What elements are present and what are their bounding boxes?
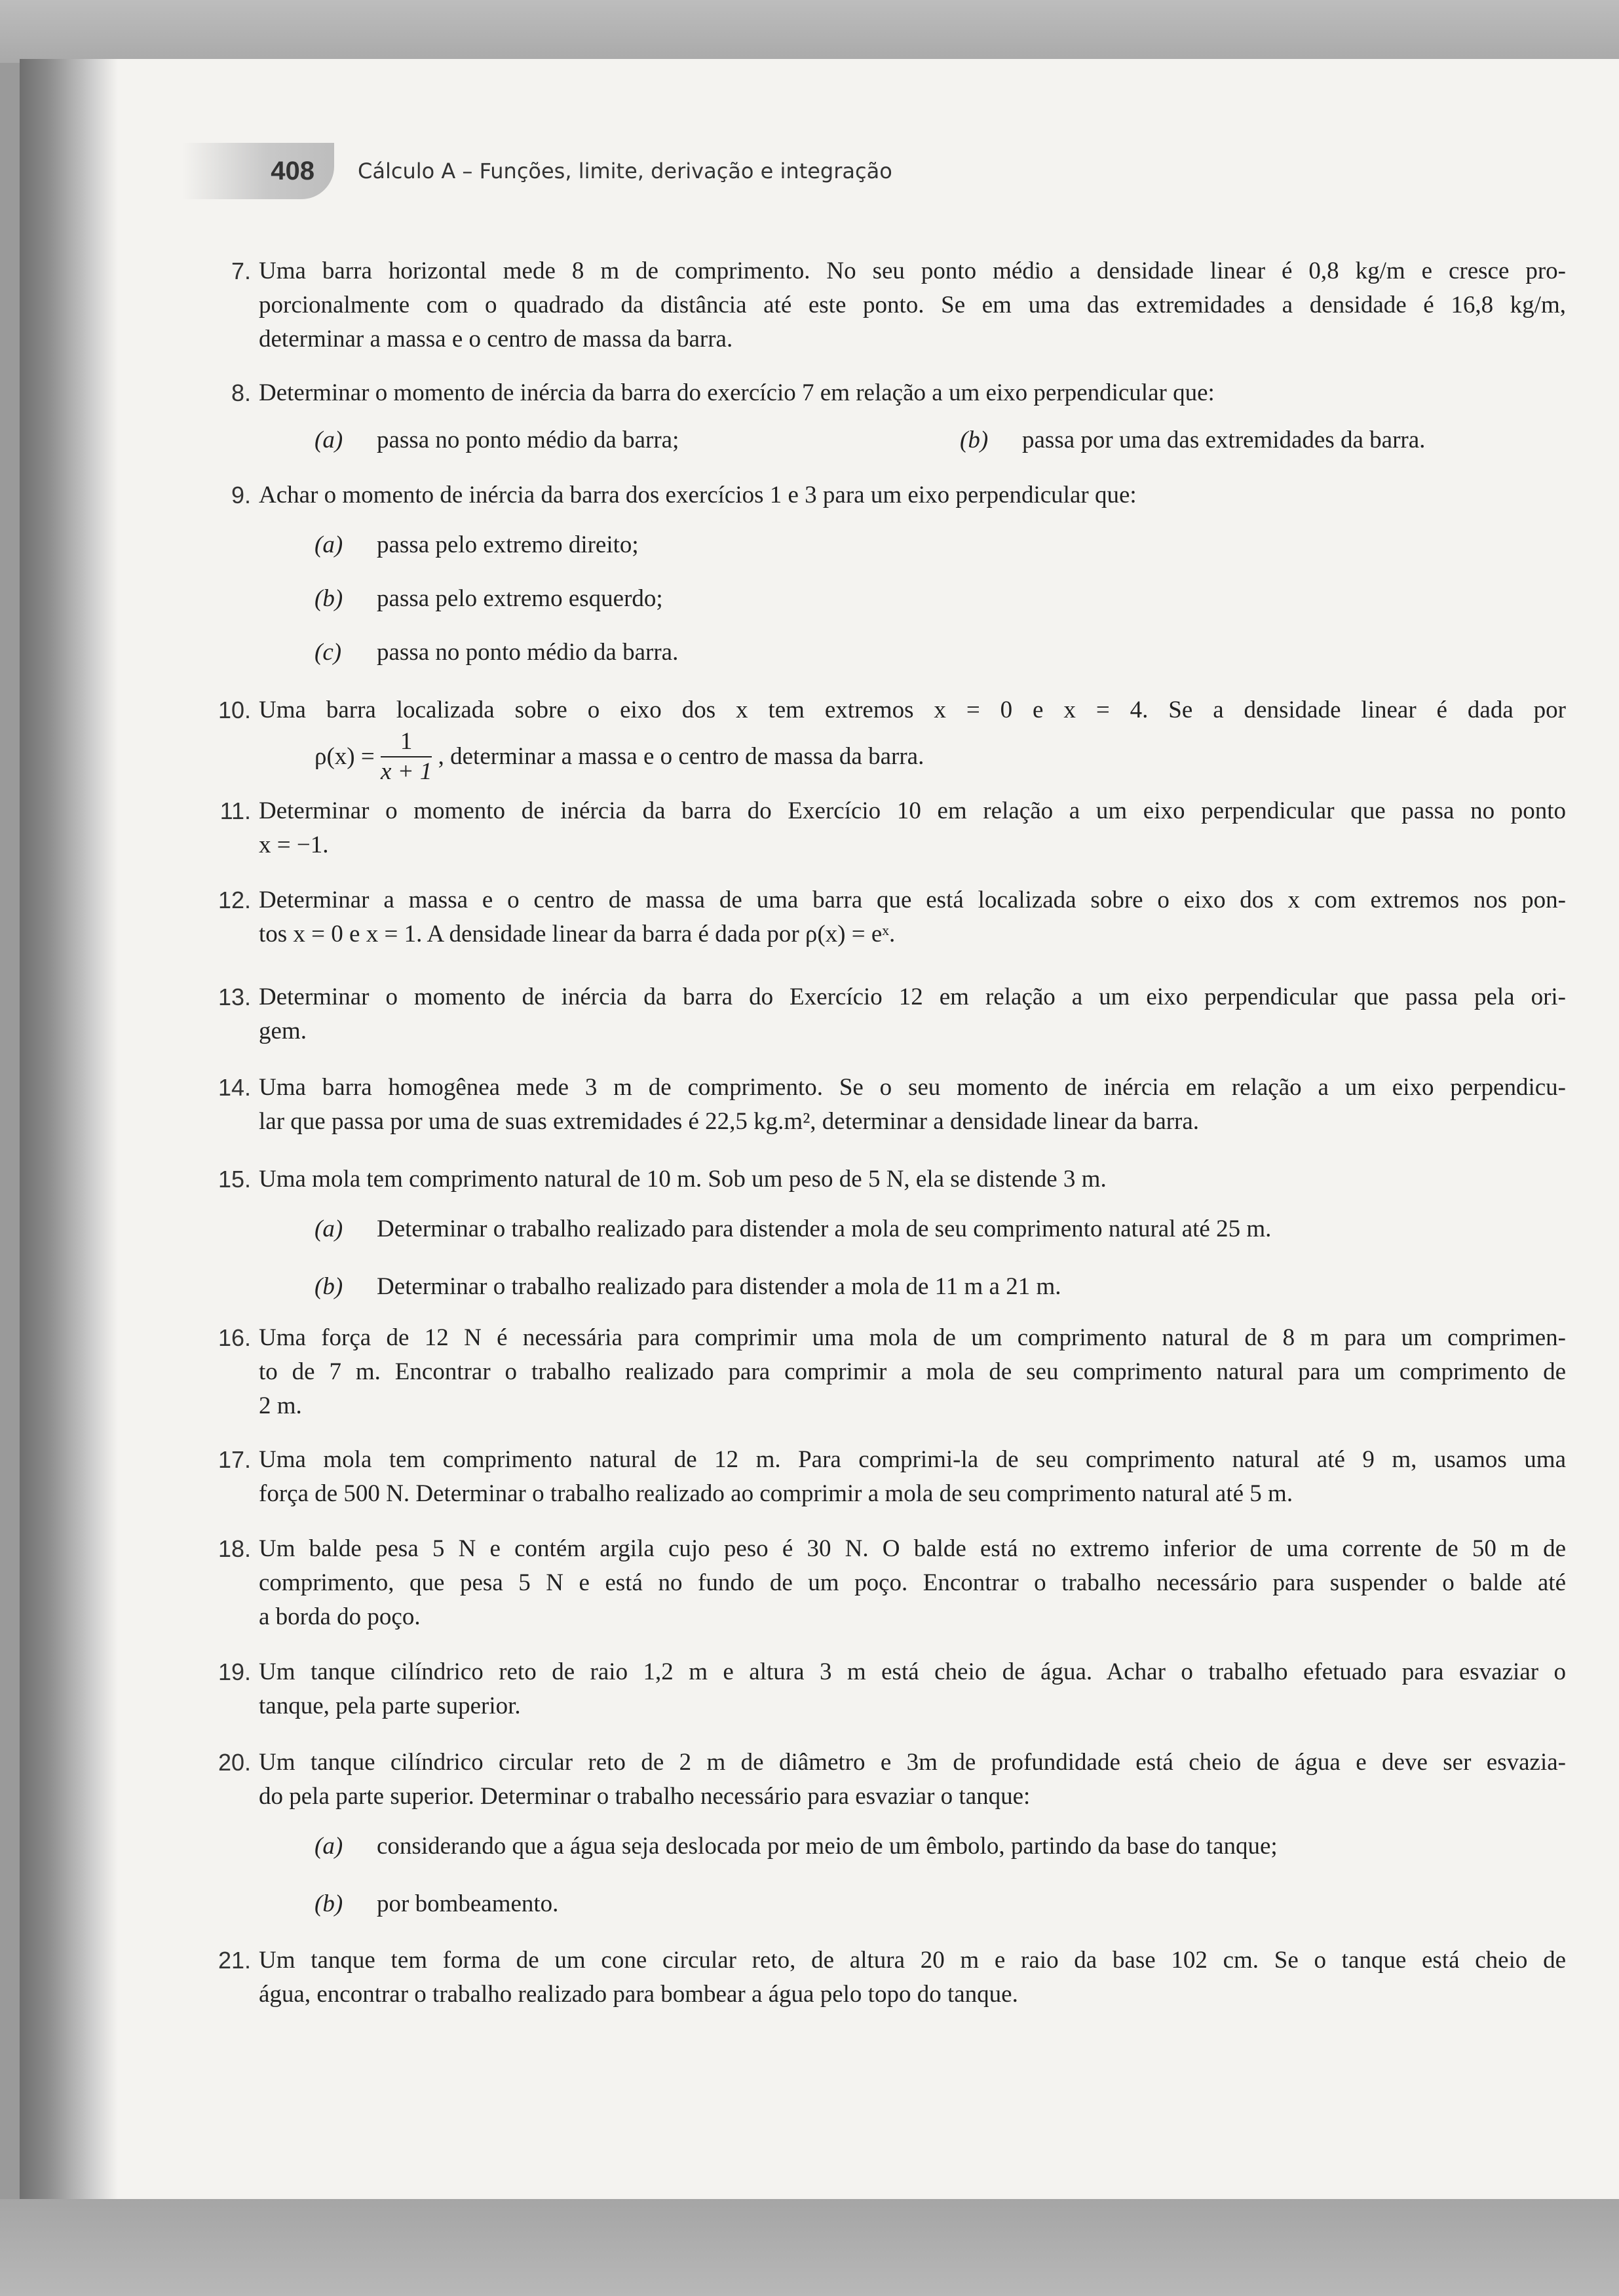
exercise-number: 10. (218, 697, 251, 723)
exercise-number: 18. (218, 1535, 251, 1562)
exercise-7 (231, 254, 1566, 356)
exercise-text-line: Achar o momento de inércia da barra dos exercícios 1 e 3 para um eixo perpendicular que: (259, 482, 1137, 508)
exercise-number: 20. (218, 1749, 251, 1776)
scan-top-margin (0, 0, 1619, 63)
formula-fraction (381, 727, 432, 786)
item-label: (a) (314, 531, 343, 558)
exercise-text-line: a borda do poço. (259, 1603, 421, 1630)
exercise-text-line: Determinar o momento de inércia da barra do exercício 7 em relação a um eixo perpendicular que: (259, 379, 1215, 406)
exercise-text-line: Uma barra localizada sobre o eixo dos x tem extremos x = 0 e x = 4. Se a densidade linear é dada por (259, 697, 1566, 723)
exercise-text-line: to de 7 m. Encontrar o trabalho realizado para comprimir a mola de seu comprimento natural para um comprimento de (259, 1358, 1566, 1385)
exercise-text-line: Um tanque tem forma de um cone circular reto, de altura 20 m e raio da base 102 cm. Se o tanque está cheio de (259, 1947, 1566, 1974)
item-label: (a) (314, 1833, 343, 1860)
scan-bottom-margin (0, 2199, 1619, 2296)
item-text: considerando que a água seja deslocada por meio de um êmbolo, partindo da base do tanque; (377, 1833, 1278, 1860)
item-text: Determinar o trabalho realizado para distender a mola de seu comprimento natural até 25 m. (377, 1215, 1272, 1242)
item-label: (b) (960, 427, 989, 453)
exercise-text-line: porcionalmente com o quadrado da distância até este ponto. Se em uma das extremidades a densidade é 16,8 kg/m, (259, 292, 1566, 318)
exercise-14 (218, 1071, 1566, 1139)
exercise-12 (218, 883, 1566, 951)
page-number-tab (182, 143, 334, 199)
item-text: passa pelo extremo direito; (377, 531, 639, 558)
exercise-number: 12. (218, 887, 251, 913)
item-text: passa pelo extremo esquerdo; (377, 585, 663, 612)
exercise-text-line: determinar a massa e o centro de massa da barra. (259, 326, 733, 353)
exercise-text-line: tos x = 0 e x = 1. A densidade linear da barra é dada por ρ(x) = eˣ. (259, 921, 896, 947)
book-spine-shadow (20, 59, 118, 2202)
exercise-text-line: Determinar o momento de inércia da barra do Exercício 10 em relação a um eixo perpendicular que passa no ponto (259, 797, 1566, 824)
exercise-15 (218, 1162, 1566, 1196)
exercise-number: 21. (218, 1947, 251, 1974)
exercise-text-line: comprimento, que pesa 5 N e está no fundo de um poço. Encontrar o trabalho necessário para suspender o balde até (259, 1569, 1566, 1596)
exercise-10-formula (314, 727, 924, 786)
running-title: Cálculo A – Funções, limite, derivação e integração (358, 159, 892, 183)
formula-denominator: x + 1 (380, 758, 432, 785)
exercise-11 (219, 794, 1566, 862)
item-text: por bombeamento. (377, 1890, 559, 1917)
item-label: (a) (314, 427, 343, 453)
exercise-text-line: lar que passa por uma de suas extremidades é 22,5 kg.m², determinar a densidade linear da barra. (259, 1108, 1200, 1135)
item-label: (b) (314, 585, 343, 612)
exercise-text-line: Um tanque cilíndrico circular reto de 2 m de diâmetro e 3m de profundidade está cheio de água e deve ser esvazia- (259, 1749, 1566, 1776)
exercise-21 (218, 1943, 1566, 2012)
exercise-text-line: Uma mola tem comprimento natural de 10 m. Sob um peso de 5 N, ela se distende 3 m. (259, 1166, 1107, 1193)
item-text: Determinar o trabalho realizado para distender a mola de 11 m a 21 m. (377, 1273, 1061, 1300)
item-label: (b) (314, 1890, 343, 1917)
exercise-number: 17. (218, 1446, 251, 1473)
exercise-text-line: gem. (259, 1018, 307, 1044)
item-text: passa por uma das extremidades da barra. (1022, 427, 1426, 453)
exercise-text-line: Uma mola tem comprimento natural de 12 m. Para comprimi-la de seu comprimento natural até 9 m, usamos uma (259, 1446, 1566, 1473)
exercise-13 (218, 980, 1566, 1048)
exercise-number: 13. (218, 984, 251, 1010)
exercise-text-line: Uma barra horizontal mede 8 m de comprimento. No seu ponto médio a densidade linear é 0,8 kg/m e cresce pro- (259, 258, 1566, 284)
exercise-text-line: tanque, pela parte superior. (259, 1693, 521, 1719)
exercise-number: 15. (218, 1166, 251, 1193)
item-text: passa no ponto médio da barra; (377, 427, 679, 453)
exercise-number: 14. (218, 1074, 251, 1101)
exercise-text-line: Determinar o momento de inércia da barra do Exercício 12 em relação a um eixo perpendicular que passa pela ori- (259, 984, 1566, 1010)
exercise-9 (231, 478, 1566, 512)
item-label: (a) (314, 1215, 343, 1242)
exercise-text-line: água, encontrar o trabalho realizado para bombear a água pelo topo do tanque. (259, 1981, 1018, 2008)
exercise-number: 8. (231, 379, 251, 406)
exercise-number: 9. (231, 482, 251, 508)
exercise-text-line: Determinar a massa e o centro de massa de uma barra que está localizada sobre o eixo dos x com extremos nos pon- (259, 887, 1566, 913)
exercise-number: 11. (219, 797, 251, 824)
exercise-text-line: força de 500 N. Determinar o trabalho realizado ao comprimir a mola de seu comprimento natural até 5 m. (259, 1480, 1293, 1507)
exercise-text-line: Uma força de 12 N é necessária para comprimir uma mola de um comprimento natural de 8 m para um comprimen- (259, 1324, 1566, 1351)
item-label: (c) (314, 639, 342, 666)
exercise-text-line: 2 m. (259, 1392, 302, 1419)
exercise-text-line: x = −1. (259, 832, 329, 858)
item-label: (b) (314, 1273, 343, 1300)
exercise-17 (218, 1443, 1566, 1511)
formula-rest: , determinar a massa e o centro de massa da barra. (438, 743, 924, 770)
exercise-number: 16. (218, 1324, 251, 1351)
exercise-19 (218, 1655, 1566, 1723)
page-number: 408 (271, 156, 314, 185)
item-text: passa no ponto médio da barra. (377, 639, 679, 666)
exercise-text-line: Uma barra homogênea mede 3 m de comprimento. Se o seu momento de inércia em relação a um eixo perpendicu- (259, 1074, 1566, 1101)
exercise-16 (218, 1321, 1566, 1423)
exercise-number: 19. (218, 1658, 251, 1685)
exercise-8 (231, 376, 1566, 410)
exercise-text-line: Um tanque cilíndrico reto de raio 1,2 m e altura 3 m está cheio de água. Achar o trabalho efetuado para esvaziar o (259, 1658, 1566, 1685)
exercise-text-line: Um balde pesa 5 N e contém argila cujo peso é 30 N. O balde está no extremo inferior de uma corrente de 50 m de (259, 1535, 1566, 1562)
exercise-number: 7. (231, 258, 251, 284)
exercise-text-line: do pela parte superior. Determinar o trabalho necessário para esvaziar o tanque: (259, 1783, 1031, 1810)
formula-numerator: 1 (381, 727, 432, 757)
exercise-10 (218, 693, 1566, 727)
exercise-18 (218, 1532, 1566, 1634)
page-header (182, 142, 892, 201)
exercise-20 (218, 1746, 1566, 1814)
formula-lhs: ρ(x) = (314, 743, 375, 770)
